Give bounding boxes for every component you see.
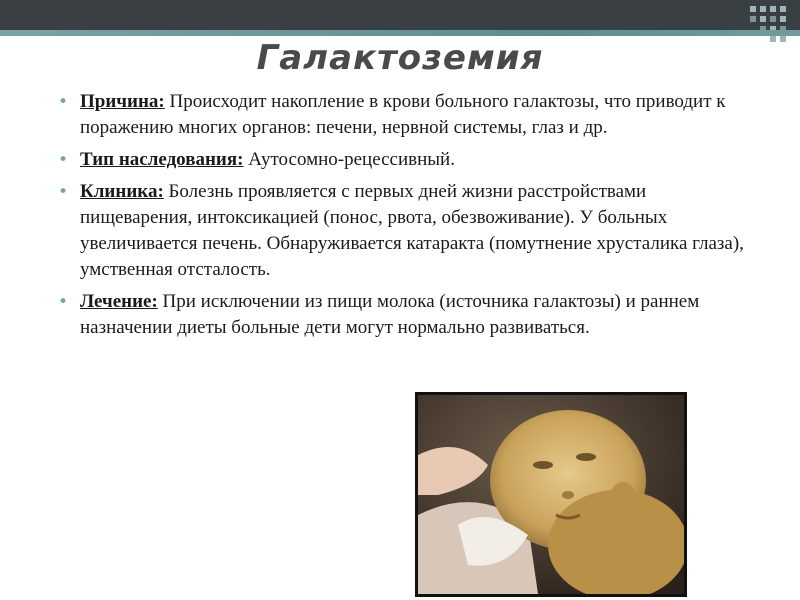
bullet-label: Лечение: bbox=[80, 291, 158, 312]
bullet-item-inheritance bbox=[58, 147, 758, 173]
bullet-label: Причина: bbox=[80, 91, 165, 112]
bullet-text: При исключении из пищи молока (источника галактозы) и раннем назначении диеты больные дети могут нормально развиваться. bbox=[80, 291, 700, 338]
infant-photo bbox=[415, 392, 687, 597]
bullet-icon: • bbox=[58, 150, 69, 170]
bullet-list bbox=[58, 89, 758, 347]
top-bar bbox=[0, 0, 800, 30]
slide-title: Галактоземия bbox=[256, 38, 544, 78]
bullet-text: Болезнь проявляется с первых дней жизни расстройствами пищеварения, интоксикацией (понос, рвота, обезвоживание). У больных увеличивается печень. Обнаруживается катаракта (помутнение хрусталика глаза), умственная отсталость. bbox=[80, 181, 744, 280]
bullet-icon: • bbox=[58, 92, 69, 112]
bullet-icon: • bbox=[58, 182, 69, 202]
bullet-item-cause bbox=[58, 89, 758, 141]
bullet-item-clinic bbox=[58, 179, 758, 283]
bullet-label: Клиника: bbox=[80, 181, 164, 202]
accent-strip bbox=[0, 30, 800, 36]
bullet-text: Аутосомно-рецессивный. bbox=[243, 149, 455, 170]
bullet-icon: • bbox=[58, 292, 69, 312]
bullet-label: Тип наследования: bbox=[80, 149, 244, 170]
bullet-item-treatment bbox=[58, 289, 758, 341]
bullet-text: Происходит накопление в крови больного галактозы, что приводит к поражению многих органов: печени, нервной системы, глаз и др. bbox=[80, 91, 726, 138]
